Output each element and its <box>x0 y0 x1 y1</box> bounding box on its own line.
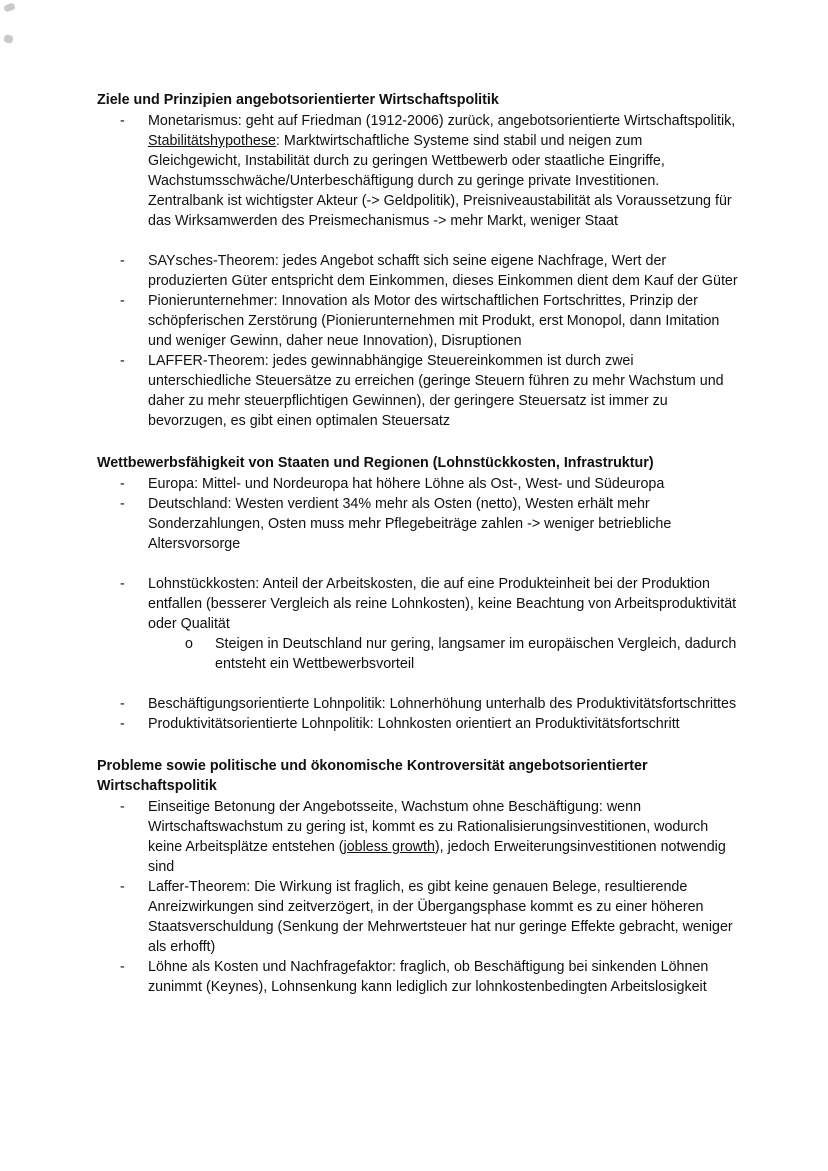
bullet-marker: - <box>120 716 125 732</box>
bullet-marker: o <box>185 636 193 652</box>
list-item <box>97 351 738 431</box>
page-corner-mark <box>3 34 14 44</box>
item-text: Steigen in Deutschland nur gering, langsamer im europäischen Vergleich, dadurch entsteht ein Wettbewerbsvorteil <box>215 636 737 672</box>
list-item <box>97 574 738 634</box>
bullet-marker: - <box>120 959 125 975</box>
list-item <box>97 797 738 877</box>
list-item <box>97 291 738 351</box>
list-item <box>97 634 738 674</box>
item-text: Laffer-Theorem: Die Wirkung ist fraglich, es gibt keine genauen Belege, resultierende Anreizwirkungen sind zeitverzögert, in der Übergangsphase kommt es zu einer höheren Staatsverschuldung (Senkung der Mehrwertsteuer hat nur geringe Effekte gebracht, weniger als erhofft) <box>148 879 733 955</box>
item-text: Deutschland: Westen verdient 34% mehr als Osten (netto), Westen erhält mehr Sonderzahlungen, Osten muss mehr Pflegebeiträge zahlen -> weniger betriebliche Altersvorsorge <box>148 496 672 552</box>
list-item <box>97 877 738 957</box>
section-heading: Wettbewerbsfähigkeit von Staaten und Regionen (Lohnstückkosten, Infrastruktur) <box>97 455 654 471</box>
section <box>97 453 738 734</box>
item-text: Lohnstückkosten: Anteil der Arbeitskosten, die auf eine Produkteinheit bei der Produktion entfallen (besserer Vergleich als reine Lohnkosten), keine Beachtung von Arbeitsproduktivität oder Qualität <box>148 576 737 632</box>
list-item <box>97 474 738 494</box>
item-text: Löhne als Kosten und Nachfragefaktor: fraglich, ob Beschäftigung bei sinkenden Löhnen zunimmt (Keynes), Lohnsenkung kann lediglich zur lohnkostenbedingten Arbeitslosigkeit <box>148 959 709 995</box>
section <box>97 756 738 997</box>
item-text: Pionierunternehmer: Innovation als Motor des wirtschaftlichen Fortschrittes, Prinzip der schöpferischen Zerstörung (Pionierunternehmen mit Produkt, erst Monopol, dann Imitation und weniger Gewinn, daher neue Innovation), Disruptionen <box>148 293 720 349</box>
bullet-marker: - <box>120 576 125 592</box>
list-item <box>97 251 738 291</box>
item-text: LAFFER-Theorem: jedes gewinnabhängige Steuereinkommen ist durch zwei unterschiedliche Steuersätze zu erreichen (geringe Steuern führen zu mehr Wachstum und daher zu mehr steuerpflichtigen Gewinnen), der geringere Steuersatz ist immer zu bevorzugen, es gibt einen optimalen Steuersatz <box>148 353 724 429</box>
bullet-marker: - <box>120 799 125 815</box>
list-item <box>97 714 738 734</box>
bullet-marker: - <box>120 879 125 895</box>
bullet-marker: - <box>120 496 125 512</box>
document-body <box>97 90 738 997</box>
item-text: Einseitige Betonung der Angebotsseite, Wachstum ohne Beschäftigung: wenn Wirtschaftswachstum zu gering ist, kommt es zu Rationalisierungsinvestitionen, wodurch keine Arbeitsplätze entstehen (jobless growth), jedoch Erweiterungsinvestitionen notwendig sind <box>148 799 726 875</box>
bullet-marker: - <box>120 476 125 492</box>
list-item <box>97 494 738 554</box>
list-item <box>97 694 738 714</box>
item-text: SAYsches-Theorem: jedes Angebot schafft sich seine eigene Nachfrage, Wert der produzierten Güter entspricht dem Einkommen, dieses Einkommen dient dem Kauf der Güter <box>148 253 738 289</box>
bullet-marker: - <box>120 353 125 369</box>
list-item <box>97 111 738 231</box>
section-heading: Ziele und Prinzipien angebotsorientierter Wirtschaftspolitik <box>97 92 499 108</box>
item-text: Beschäftigungsorientierte Lohnpolitik: Lohnerhöhung unterhalb des Produktivitätsfortschrittes <box>148 696 737 712</box>
section-heading: Probleme sowie politische und ökonomische Kontroversität angebotsorientierter Wirtschaftspolitik <box>97 758 648 794</box>
bullet-marker: - <box>120 253 125 269</box>
item-text: Produktivitätsorientierte Lohnpolitik: Lohnkosten orientiert an Produktivitätsfortschritt <box>148 716 680 732</box>
bullet-marker: - <box>120 293 125 309</box>
item-text: Europa: Mittel- und Nordeuropa hat höhere Löhne als Ost-, West- und Südeuropa <box>148 476 665 492</box>
item-text: Monetarismus: geht auf Friedman (1912-2006) zurück, angebotsorientierte Wirtschaftspolitik, Stabilitätshypothese: Marktwirtschaftliche Systeme sind stabil und neigen zum Gleichgewicht, Instabilität durch zu geringen Wettbewerb oder staatliche Eingriffe, Wachstumsschwäche/Unterbeschäftigung durch zu geringe private Investitionen. Zentralbank ist wichtigster Akteur (-> Geldpolitik), Preisniveaustabilität als Voraussetzung für das Wirksamwerden des Preismechanismus -> mehr Markt, weniger Staat <box>148 113 736 229</box>
bullet-marker: - <box>120 696 125 712</box>
bullet-marker: - <box>120 113 125 129</box>
section <box>97 90 738 431</box>
page-corner-mark <box>3 2 16 12</box>
list-item <box>97 957 738 997</box>
